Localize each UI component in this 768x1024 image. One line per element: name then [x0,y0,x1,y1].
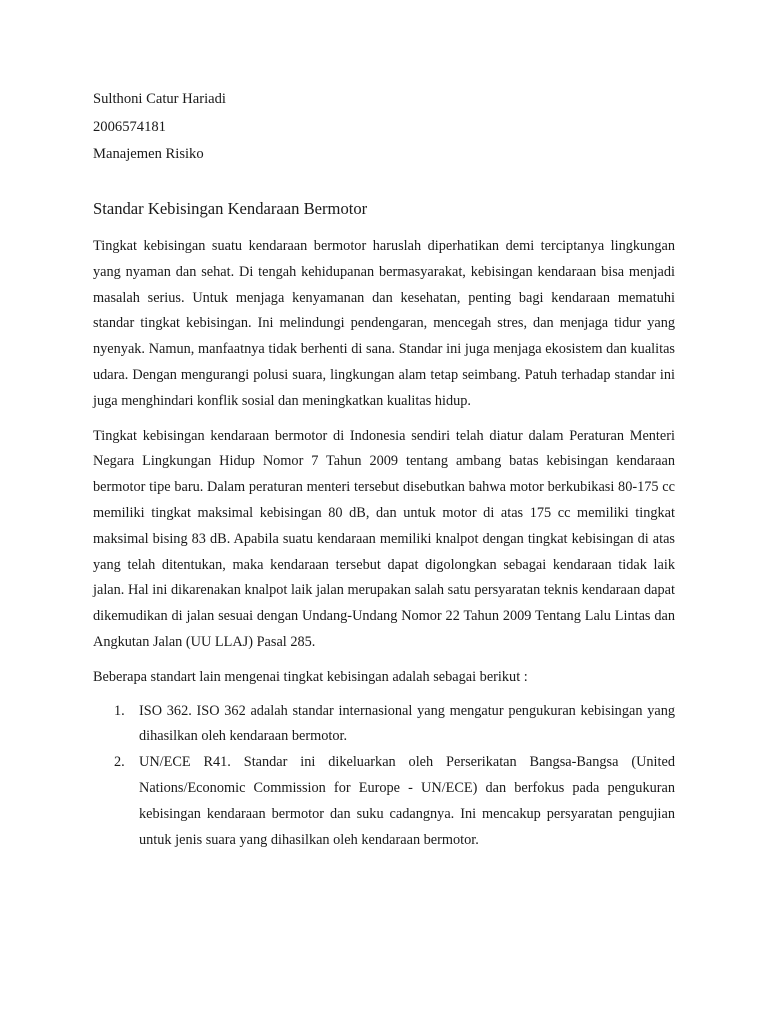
paragraph-list-intro: Beberapa standart lain mengenai tingkat kebisingan adalah sebagai berikut : [93,668,528,685]
list-item-text: ISO 362. ISO 362 adalah standar internasional yang mengatur pengukuran kebisingan yang dihasilkan oleh kendaraan bermotor. [139,702,675,745]
student-id: 2006574181 [93,118,166,135]
document-body [93,234,675,853]
author-name: Sulthoni Catur Hariadi [93,91,226,107]
standards-list [93,699,675,854]
list-item-text: UN/ECE R41. Standar ini dikeluarkan oleh Perserikatan Bangsa-Bangsa (United Nations/Economic Commission for Europe - UN/ECE) dan berfokus pada pengukuran kebisingan kendaraan bermotor dan suku cadangnya. Ini mencakup persyaratan pengujian untuk jenis suara yang dihasilkan oleh kendaraan bermotor. [139,754,675,848]
author-header [93,86,226,169]
course-name: Manajemen Risiko [93,146,204,162]
list-item [93,750,675,853]
list-item-number: 2. [114,754,125,771]
document-title: Standar Kebisingan Kendaraan Bermotor [93,199,368,218]
list-item [93,699,675,751]
paragraph-regulation: Tingkat kebisingan kendaraan bermotor di Indonesia sendiri telah diatur dalam Peraturan Menteri Negara Lingkungan Hidup Nomor 7 Tahun 2009 tentang ambang batas kebisingan kendaraan bermotor tipe baru. Dalam peraturan menteri tersebut disebutkan bahwa motor berkubikasi 80-175 cc memiliki tingkat maksimal kebisingan 80 dB, dan untuk motor di atas 175 cc memiliki tingkat maksimal bising 83 dB. Apabila suatu kendaraan memiliki knalpot dengan tingkat kebisingan di atas yang telah ditentukan, maka kendaraan tersebut dapat digolongkan sebagai kendaraan tidak laik jalan. Hal ini dikarenakan knalpot laik jalan merupakan salah satu persyaratan teknis kendaraan dapat dikemudikan di jalan sesuai dengan Undang-Undang Nomor 22 Tahun 2009 Tentang Lalu Lintas dan Angkutan Jalan (UU LLAJ) Pasal 285. [93,427,675,650]
paragraph-intro: Tingkat kebisingan suatu kendaraan bermotor haruslah diperhatikan demi terciptanya lingkungan yang nyaman dan sehat. Di tengah kehidupanan bermasyarakat, kebisingan kendaraan bisa menjadi masalah serius. Untuk menjaga kenyamanan dan kesehatan, penting bagi kendaraan mematuhi standar tingkat kebisingan. Ini melindungi pendengaran, mencegah stres, dan menjaga tidur yang nyenyak. Namun, manfaatnya tidak berhenti di sana. Standar ini juga menjaga ekosistem dan kualitas udara. Dengan mengurangi polusi suara, lingkungan alam tetap seimbang. Patuh terhadap standar ini juga menghindari konflik sosial dan meningkatkan kualitas hidup. [93,238,675,409]
list-item-number: 1. [114,702,125,719]
